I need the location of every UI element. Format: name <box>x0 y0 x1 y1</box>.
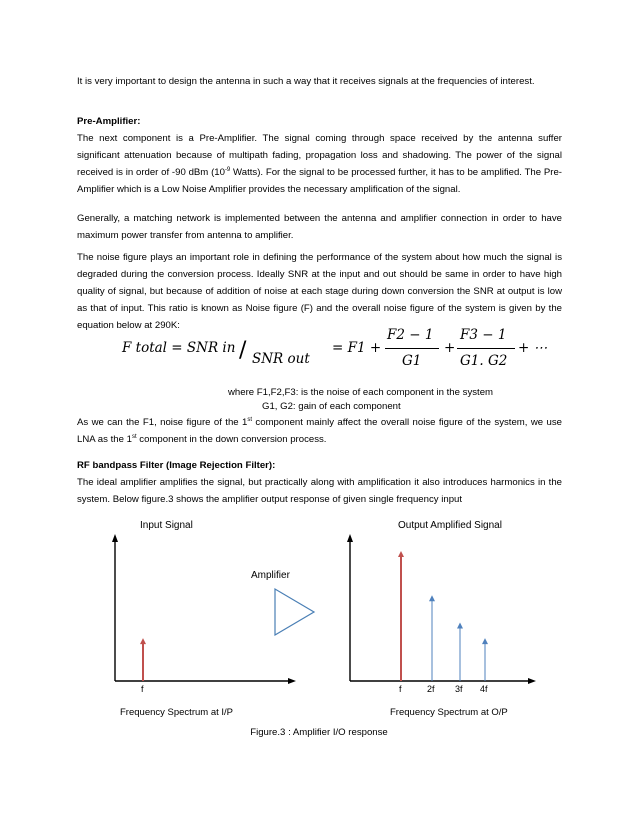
rf-heading: RF bandpass Filter (Image Rejection Filter): <box>77 460 276 471</box>
output-tick-f: f <box>399 684 402 694</box>
preamp-p1-sup: -9 <box>224 166 231 173</box>
input-axis-label: Frequency Spectrum at I/P <box>120 707 233 718</box>
output-spectral-line-4-arrowhead <box>482 638 488 644</box>
eq-lhs: F total = SNR in <box>122 340 236 356</box>
rf-paragraph: The ideal amplifier amplifies the signal, but practically along with amplification it also introduces harmonics in the system. Below figure.3 shows the amplifier output response of given single frequency input <box>77 477 562 505</box>
input-spectrum <box>140 638 146 681</box>
input-tick-f: f <box>141 684 144 694</box>
matching-network-paragraph <box>77 210 562 244</box>
eq-frac2-den: G1. G2 <box>460 353 508 369</box>
amplifier-label: Amplifier <box>251 570 290 581</box>
preamp-p1-b: Watts). For the signal to be processed further, it has to be amplified. The Pre-Amplifier which is a Low Noise Amplifier provides the necessary amplification of the signal. <box>77 167 562 195</box>
eq-frac2-line <box>457 348 515 349</box>
amplifier-diagram <box>95 512 540 724</box>
matching-text: Generally, a matching network is implemented between the antenna and amplifier connection in order to have maximum power transfer from antenna to amplifier. <box>77 213 562 241</box>
output-tick-2f: 2f <box>427 684 435 694</box>
eq-frac1-num: F2 − 1 <box>387 327 434 343</box>
eq-tail: + ⋯ <box>518 340 548 356</box>
output-tick-4f: 4f <box>480 684 488 694</box>
eq-plus: + <box>444 340 456 356</box>
input-axes <box>112 534 296 684</box>
output-y-arrow <box>347 534 353 542</box>
output-spectrum <box>398 551 488 694</box>
figure-caption: Figure.3 : Amplifier I/O response <box>250 727 388 738</box>
preamp-heading: Pre-Amplifier: <box>77 116 141 127</box>
lna-text <box>77 414 562 448</box>
where-line-1: where F1,F2,F3: is the noise of each component in the system <box>228 387 494 398</box>
lna-a: As we can the F1, noise figure of the 1 <box>77 417 248 428</box>
output-spectral-line-3-arrowhead <box>457 623 463 629</box>
output-tick-3f: 3f <box>455 684 463 694</box>
amplifier-figure <box>95 512 540 724</box>
eq-mid: = F1 + <box>332 340 382 356</box>
eq-den: SNR out <box>252 351 310 367</box>
output-x-arrow <box>528 678 536 684</box>
output-signal-title: Output Amplified Signal <box>398 520 502 531</box>
output-axis-label: Frequency Spectrum at O/P <box>390 707 508 718</box>
input-y-arrow <box>112 534 118 542</box>
input-spectral-line-arrowhead <box>140 638 146 644</box>
rf-section <box>77 457 562 508</box>
eq-frac2-num: F3 − 1 <box>460 327 507 343</box>
intro-text: It is very important to design the antenna in such a way that it receives signals at the frequencies of interest. <box>77 76 535 87</box>
lna-c: component in the down conversion process. <box>136 434 327 445</box>
preamp-section <box>77 113 562 198</box>
lna-paragraph <box>77 414 562 448</box>
noise-figure-text: The noise figure plays an important role in defining the performance of the system about how much the signal is degraded during the conversion process. Ideally SNR at the input and out should be same in order to have high quality of signal, but because of addition of noise at each stage during down conversion the SNR at output is low as that of input. This ratio is known as Noise figure (F) and the overall noise figure of the system is given by the equation below at 290K: <box>77 252 562 331</box>
lna-b: component mainly affect the overall noise figure of the system, we use LNA as the 1 <box>77 417 562 445</box>
eq-frac1-den: G1 <box>402 353 422 369</box>
lna-sup-2: st <box>131 433 137 440</box>
noise-figure-equation <box>122 327 548 375</box>
amplifier-triangle <box>275 589 314 635</box>
where-line-2: G1, G2: gain of each component <box>262 401 401 412</box>
eq-slash: / <box>239 338 247 363</box>
intro-paragraph <box>77 73 562 90</box>
lna-sup-1: st <box>247 416 253 423</box>
preamp-p1-a: The next component is a Pre-Amplifier. The signal coming through space received by the antenna suffer significant attenuation because of multipath fading, propagation loss and shadowing. The power of the signal received is in order of -90 dBm (10 <box>77 133 562 178</box>
input-x-arrow <box>288 678 296 684</box>
noise-figure-paragraph <box>77 249 562 334</box>
preamp-paragraph-1 <box>77 130 562 198</box>
eq-frac1-line <box>385 348 439 349</box>
output-spectral-line-1-arrowhead <box>398 551 404 557</box>
input-signal-title: Input Signal <box>140 520 193 531</box>
output-spectral-line-2-arrowhead <box>429 595 435 601</box>
output-axes <box>347 534 536 684</box>
